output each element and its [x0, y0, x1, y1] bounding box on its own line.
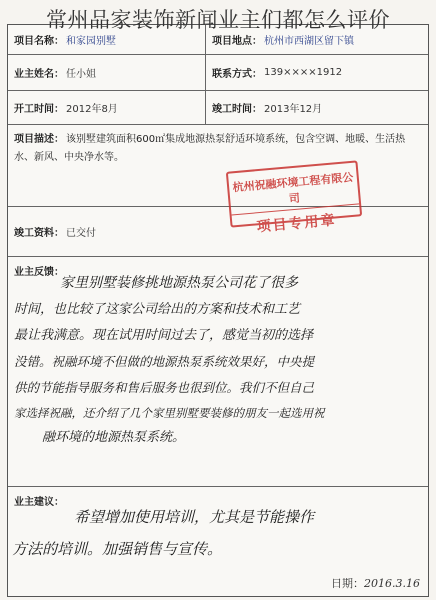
date-label: 日期：	[331, 577, 365, 590]
docs-cell	[8, 207, 208, 256]
feedback-line: 时间，也比较了这家公司给出的方案和技术和工艺	[14, 302, 301, 317]
row-suggestion	[8, 487, 428, 597]
completion-label: 竣工时间：	[212, 104, 262, 115]
suggestion-label: 业主建议：	[14, 497, 64, 508]
owner-name-value: 任小姐	[66, 69, 96, 80]
completion-value: 2013年12月	[264, 104, 323, 115]
feedback-line: 家选择祝融，还介绍了几个家里别墅要装修的朋友一起选用祝	[14, 406, 325, 420]
row-feedback	[8, 257, 428, 487]
start-cell	[8, 91, 206, 124]
feedback-line: 最让我满意。现在试用时间过去了，感觉当初的选择	[14, 328, 314, 343]
completion-cell	[206, 91, 428, 124]
docs-label: 竣工资料：	[14, 228, 64, 239]
stamp-purpose: 项目专用章	[256, 212, 338, 236]
stamp-company-name: 杭州祝融环境工程有限公司	[229, 168, 360, 215]
project-name-label: 项目名称：	[14, 36, 64, 47]
start-label: 开工时间：	[14, 104, 64, 115]
description-label: 项目描述：	[14, 134, 64, 145]
feedback-label: 业主反馈：	[14, 267, 64, 278]
feedback-line: 供的节能指导服务和售后服务也很到位。我们不但自己	[14, 380, 315, 395]
contact-value: 139××××1912	[264, 67, 343, 78]
contact-cell	[206, 55, 428, 90]
feedback-line: 没错。祝融环境不但做的地源热泵系统效果好，中央提	[14, 354, 315, 369]
project-location-value: 杭州市西湖区留下镇	[264, 36, 354, 47]
feedback-form	[7, 24, 429, 597]
suggestion-line: 方法的培训。加强销售与宣传。	[12, 540, 223, 558]
docs-value: 已交付	[66, 228, 96, 239]
feedback-line: 融环境的地源热泵系统。	[42, 430, 186, 445]
description-value: 该别墅建筑面积600㎡集成地源热泵舒适环境系统，包含空调、地暖、生活热水、新风、中央净水等。	[14, 134, 406, 163]
start-value: 2012年8月	[66, 104, 118, 115]
page-title: 常州品家装饰新闻业主们都怎么评价	[46, 8, 390, 32]
owner-name-cell	[8, 55, 206, 90]
row-description	[8, 125, 428, 207]
project-location-label: 项目地点：	[212, 36, 262, 47]
contact-label: 联系方式：	[212, 69, 262, 80]
project-name-value: 和家园别墅	[66, 36, 116, 47]
row-docs	[8, 207, 428, 257]
company-stamp	[226, 160, 362, 236]
suggestion-line: 希望增加使用培训，尤其是节能操作	[74, 508, 315, 526]
row-dates	[8, 91, 428, 125]
feedback-line: 家里别墅装修挑地源热泵公司花了很多	[60, 275, 298, 291]
row-owner	[8, 55, 428, 91]
sign-date	[331, 575, 420, 591]
description-block	[14, 131, 420, 167]
owner-name-label: 业主姓名：	[14, 69, 64, 80]
date-value: 2016.3.16	[364, 577, 420, 590]
